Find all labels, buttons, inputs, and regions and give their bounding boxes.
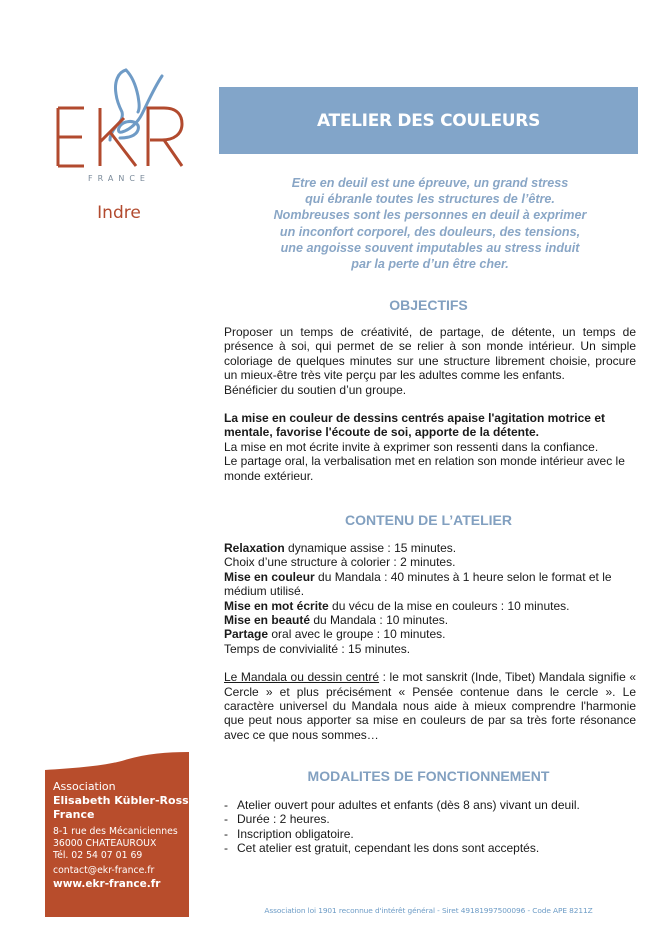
section-heading-contenu: CONTENU DE L’ATELIER bbox=[345, 512, 512, 528]
footer-legal: Association loi 1901 reconnue d'intérêt général - Siret 49181997500096 - Code APE 8211Z bbox=[264, 906, 593, 915]
contenu-item-bold: Mise en mot écrite bbox=[224, 598, 329, 613]
association-content bbox=[53, 780, 189, 891]
contenu-item-bold: Relaxation bbox=[224, 541, 285, 555]
address-city: 36000 CHATEAUROUX bbox=[53, 838, 157, 849]
contenu-item-bold: Mise en couleur bbox=[224, 569, 315, 584]
list-item-text: Atelier ouvert pour adultes et enfants (dès 8 ans) vivant un deuil. bbox=[237, 798, 580, 812]
page-title: ATELIER DES COULEURS bbox=[316, 110, 541, 131]
objectifs-body bbox=[224, 325, 636, 483]
section-heading-objectifs: OBJECTIFS bbox=[389, 297, 468, 313]
modalites-list bbox=[222, 798, 634, 856]
objectifs-bold-paragraph: La mise en couleur de dessins centrés apaise l'agitation motrice et mentale, favorise l'écoute de soi, apporte de la détente. bbox=[224, 411, 605, 440]
association-name: Elisabeth Kübler-Ross bbox=[53, 794, 189, 807]
association-address bbox=[53, 826, 189, 862]
contenu-item-text: dynamique assise : 15 minutes. bbox=[284, 541, 457, 555]
intro-line: par la perte d’un être cher. bbox=[351, 257, 509, 272]
logo-letter-e bbox=[58, 108, 84, 166]
website-link[interactable]: www.ekr-france.fr bbox=[53, 878, 161, 890]
contenu-body bbox=[224, 541, 636, 742]
logo-letter-r bbox=[148, 108, 182, 166]
address-street: 8-1 rue des Mécaniciennes bbox=[53, 826, 178, 837]
ekr-logo bbox=[44, 62, 194, 192]
dash-bullet: - bbox=[224, 826, 228, 841]
ekr-logo-graphic bbox=[44, 62, 194, 192]
contact-email[interactable]: contact@ekr-france.fr bbox=[53, 865, 155, 876]
mandala-text: : le mot sanskrit (Inde, Tibet) Mandala signifie « Cercle » et plus précisément « Pensée contenue dans le cercle ». Le caractère universel du Mandala nous aide à mieux comprendre l'harmonie que peut nous apporter sa mise en couleurs de par sa très forte résonance avec ce que nous sommes… bbox=[224, 670, 636, 742]
contenu-item bbox=[224, 555, 636, 569]
contenu-item bbox=[224, 627, 636, 641]
contenu-item bbox=[224, 642, 636, 656]
list-item-text: Durée : 2 heures. bbox=[237, 812, 330, 827]
contenu-item-text: du vécu de la mise en couleurs : 10 minutes. bbox=[328, 598, 570, 613]
mandala-label: Le Mandala ou dessin centré bbox=[224, 670, 380, 685]
list-item bbox=[222, 841, 634, 855]
objectifs-paragraph: Proposer un temps de créativité, de partage, de détente, un temps de présence à soi, qui permet de se relier à son monde intérieur. Un simple coloriage de quelques minutes sur une structure librement choisie, procure un mieux-être très vite perçu par les adultes comme les enfants. bbox=[224, 325, 636, 383]
contenu-item-text: Temps de convivialité : 15 minutes. bbox=[224, 641, 411, 656]
intro-line: qui ébranle toutes les structures de l’être. bbox=[305, 192, 555, 207]
phone-number: Tél. 02 54 07 01 69 bbox=[53, 850, 143, 861]
contenu-item-text: du Mandala : 40 minutes à 1 heure selon le format et le médium utilisé. bbox=[224, 569, 612, 599]
title-banner bbox=[219, 87, 638, 154]
modalites-body bbox=[222, 798, 634, 856]
contenu-item-text: oral avec le groupe : 10 minutes. bbox=[268, 627, 446, 642]
intro-line: un inconfort corporel, des douleurs, des tensions, bbox=[279, 224, 581, 239]
contenu-item bbox=[224, 570, 636, 599]
list-item bbox=[222, 798, 634, 812]
dash-bullet: - bbox=[224, 841, 228, 856]
list-item bbox=[222, 812, 634, 826]
contenu-item bbox=[224, 599, 636, 613]
objectifs-paragraph-last: Bénéficier du soutien d’un groupe. bbox=[224, 382, 407, 397]
contenu-item bbox=[224, 613, 636, 627]
association-box bbox=[45, 752, 189, 917]
intro-line: une angoisse souvent imputables au stress induit bbox=[280, 240, 580, 255]
contenu-item-text: du Mandala : 10 minutes. bbox=[310, 613, 449, 628]
objectifs-line: La mise en mot écrite invite à exprimer son ressenti dans la confiance. bbox=[224, 439, 599, 454]
dash-bullet: - bbox=[224, 812, 228, 827]
contenu-item-bold: Partage bbox=[224, 627, 269, 642]
mandala-paragraph bbox=[224, 670, 636, 742]
intro-line: Nombreuses sont les personnes en deuil à exprimer bbox=[273, 208, 587, 223]
logo-subtitle: FRANCE bbox=[88, 174, 150, 183]
association-name-country: France bbox=[53, 808, 95, 821]
objectifs-line: Le partage oral, la verbalisation met en relation son monde intérieur avec le monde extérieur. bbox=[224, 454, 625, 483]
section-heading-modalites: MODALITES DE FONCTIONNEMENT bbox=[307, 768, 550, 784]
contenu-item-bold: Mise en beauté bbox=[224, 613, 311, 628]
list-item-text: Inscription obligatoire. bbox=[237, 826, 354, 841]
contenu-item-text: Choix d’une structure à colorier : 2 minutes. bbox=[224, 555, 456, 570]
intro-line: Etre en deuil est une épreuve, un grand stress bbox=[291, 176, 569, 190]
dash-bullet: - bbox=[224, 798, 228, 812]
association-label: Association bbox=[53, 780, 116, 793]
list-item bbox=[222, 827, 634, 841]
list-item-text: Cet atelier est gratuit, cependant les dons sont acceptés. bbox=[237, 841, 540, 856]
intro-text bbox=[230, 175, 630, 272]
region-name: Indre bbox=[97, 203, 141, 223]
contenu-item bbox=[224, 541, 636, 555]
